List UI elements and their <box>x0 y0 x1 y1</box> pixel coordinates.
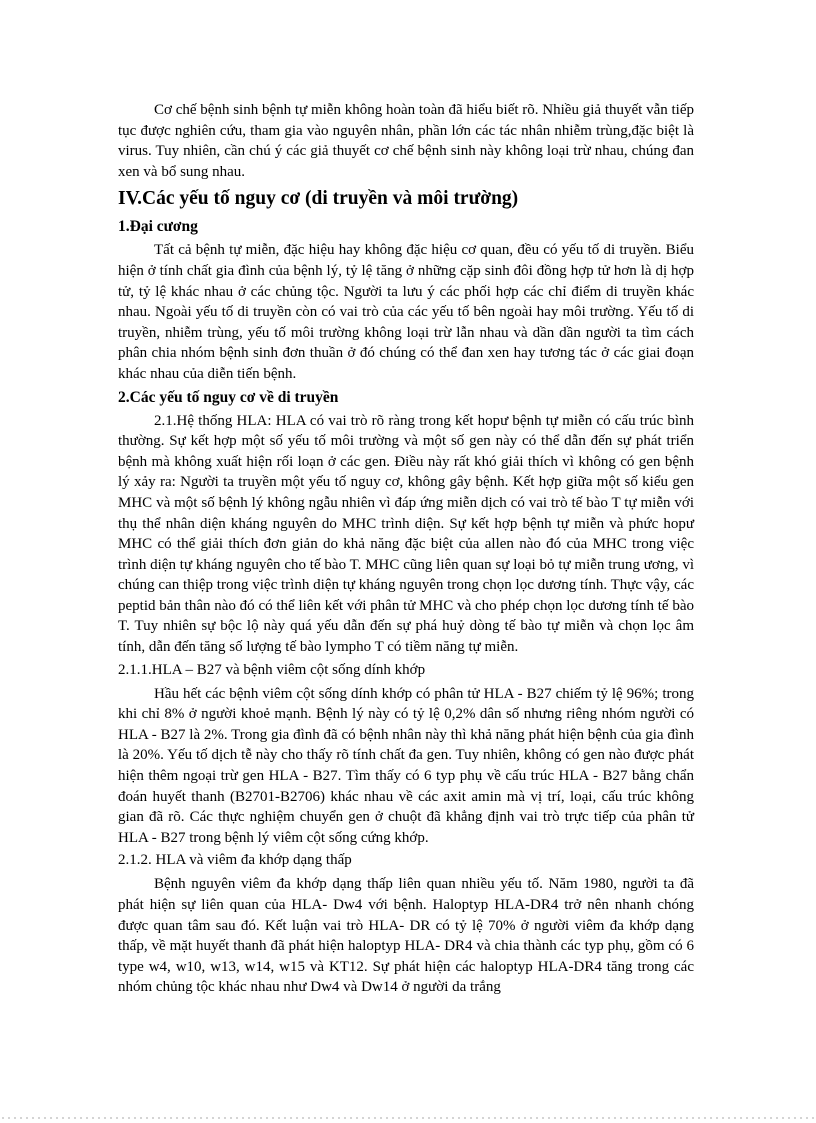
subheading-hla-rheumatoid: 2.1.2. HLA và viêm đa khớp dạng thấp <box>118 852 352 869</box>
intro-paragraph: Cơ chế bệnh sinh bệnh tự miễn không hoàn toàn đã hiểu biết rõ. Nhiều giả thuyết vẫn tiếp tục được nghiên cứu, tham gia vào nguyên nhân, phần lớn các tác nhân nhiễm trùng,đặc biệt là virus. Tuy nhiên, cần chú ý các giả thuyết cơ chế bệnh sinh này không loại trừ nhau, chúng đan xen và bổ sung nhau. <box>118 102 694 180</box>
subheading-hla-b27: 2.1.1.HLA – B27 và bệnh viêm cột sống dính khớp <box>118 661 426 678</box>
document-page <box>118 100 694 998</box>
hla-system-paragraph: 2.1.Hệ thống HLA: HLA có vai trò rõ ràng trong kết hopư bệnh tự miễn có cấu trúc bình thường. Sự kết hợp một số yếu tố môi trường và một số gen này có thể dẫn đến sự phát triển bệnh mà không xuất hiện rối loạn ở các gen. Điều này rất khó giải thích vì không có gen bệnh lý xảy ra: Người ta truyền một yếu tố nguy cơ, không gây bệnh. Kết hợp giữa một số kiểu gen MHC và một số bệnh lý không ngẫu nhiên vì đáp ứng miễn dịch có vai trò tế bào T tự miễn với thụ thể nhân diện kháng nguyên do MHC trình diện. Sự kết hợp bệnh tự miễn và phức hopư MHC có thể giải thích đơn giản do khả năng đặc biệt của allen nào đó của MHC trong việc trình diện tự kháng nguyên cho tế bào T. MHC cũng liên quan sự loại bỏ tự miễn trung ương, vì chúng can thiệp trong việc trình diện tự kháng nguyên trong chọn lọc dương tính. Thực vậy, các peptid bản thân nào đó có thể liên kết với phân tử MHC và cho phép chọn lọc dương tính tế bào T. Tuy nhiên sự bộc lộ này quá yếu dẫn đến sự phá huỷ dòng tế bào tự miễn và chọn lọc âm tính, dẫn đến tăng số lượng tế bào lympho T có tiềm năng tự miễn. <box>118 412 694 656</box>
page-bottom-border <box>0 1116 816 1120</box>
subheading-genetic-factors: 2.Các yếu tố nguy cơ về di truyền <box>118 388 339 406</box>
subheading-overview: 1.Đại cương <box>118 218 198 236</box>
section-heading-risk-factors: IV.Các yếu tố nguy cơ (di truyền và môi trường) <box>118 188 519 210</box>
rheumatoid-paragraph: Bệnh nguyên viêm đa khớp dạng thấp liên quan nhiều yếu tố. Năm 1980, người ta đã phát hiện sự liên quan của HLA- Dw4 với bệnh. Haloptyp HLA-DR4 trở nên nhanh chóng được quan tâm sau đó. Kết luận vai trò HLA- DR có tỷ lệ 70% ở người viêm đa khớp dạng thấp, về mặt huyết thanh đã phát hiện haloptyp HLA- DR4 và chia thành các typ phụ, gồm có 6 type w4, w10, w13, w14, w15 và KT12. Sự phát hiện các haloptyp HLA-DR4 tăng trong các nhóm chủng tộc khác nhau như Dw4 và Dw14 ở người da trắng <box>118 876 694 996</box>
hla-b27-paragraph: Hầu hết các bệnh viêm cột sống dính khớp có phân tử HLA - B27 chiếm tỷ lệ 96%; trong khi chỉ 8% ở người khoẻ mạnh. Bệnh lý này có tỷ lệ 0,2% dân số nhưng riêng nhóm người có HLA - B27 là 2%. Trong gia đình đã có bệnh nhân này thì khả năng phát hiện bệnh của gia đình là 20%. Yếu tố dịch tễ này cho thấy rõ tính chất đa gen. Tuy nhiên, không có gen nào được phát hiện thêm ngoại trừ gen HLA - B27. Tìm thấy có 6 typ phụ về cấu trúc HLA - B27 bằng chẩn đoán huyết thanh (B2701-B2706) khác nhau về các axit amin mà vị trí, loại, cấu trúc không gian đã rõ. Các thực nghiệm chuyển gen ở chuột đã khẳng định vai trò trực tiếp của phân tử HLA - B27 trong bệnh lý viêm cột sống cứng khớp. <box>118 685 694 846</box>
overview-paragraph: Tất cả bệnh tự miễn, đặc hiệu hay không đặc hiệu cơ quan, đều có yếu tố di truyền. Biểu hiện ở tính chất gia đình của bệnh lý, tỷ lệ tăng ở những cặp sinh đôi đồng hợp tử hơn là dị hợp tử, tỷ lệ khác nhau ở các chủng tộc. Người ta lưu ý các phối hợp các chỉ điểm di truyền khác nhau. Ngoài yếu tố di truyền còn có vai trò của các yếu tố bên ngoài hay môi trường. Yếu tố di truyền, nhiễm trùng, yếu tố môi trường không loại trừ lẫn nhau và dần dần người ta tìm cách phân chia nhóm bệnh sinh đơn thuần ở đó chúng có thể đan xen hay tương tác ở các giai đoạn khác nhau của diễn tiến bệnh. <box>118 242 694 382</box>
